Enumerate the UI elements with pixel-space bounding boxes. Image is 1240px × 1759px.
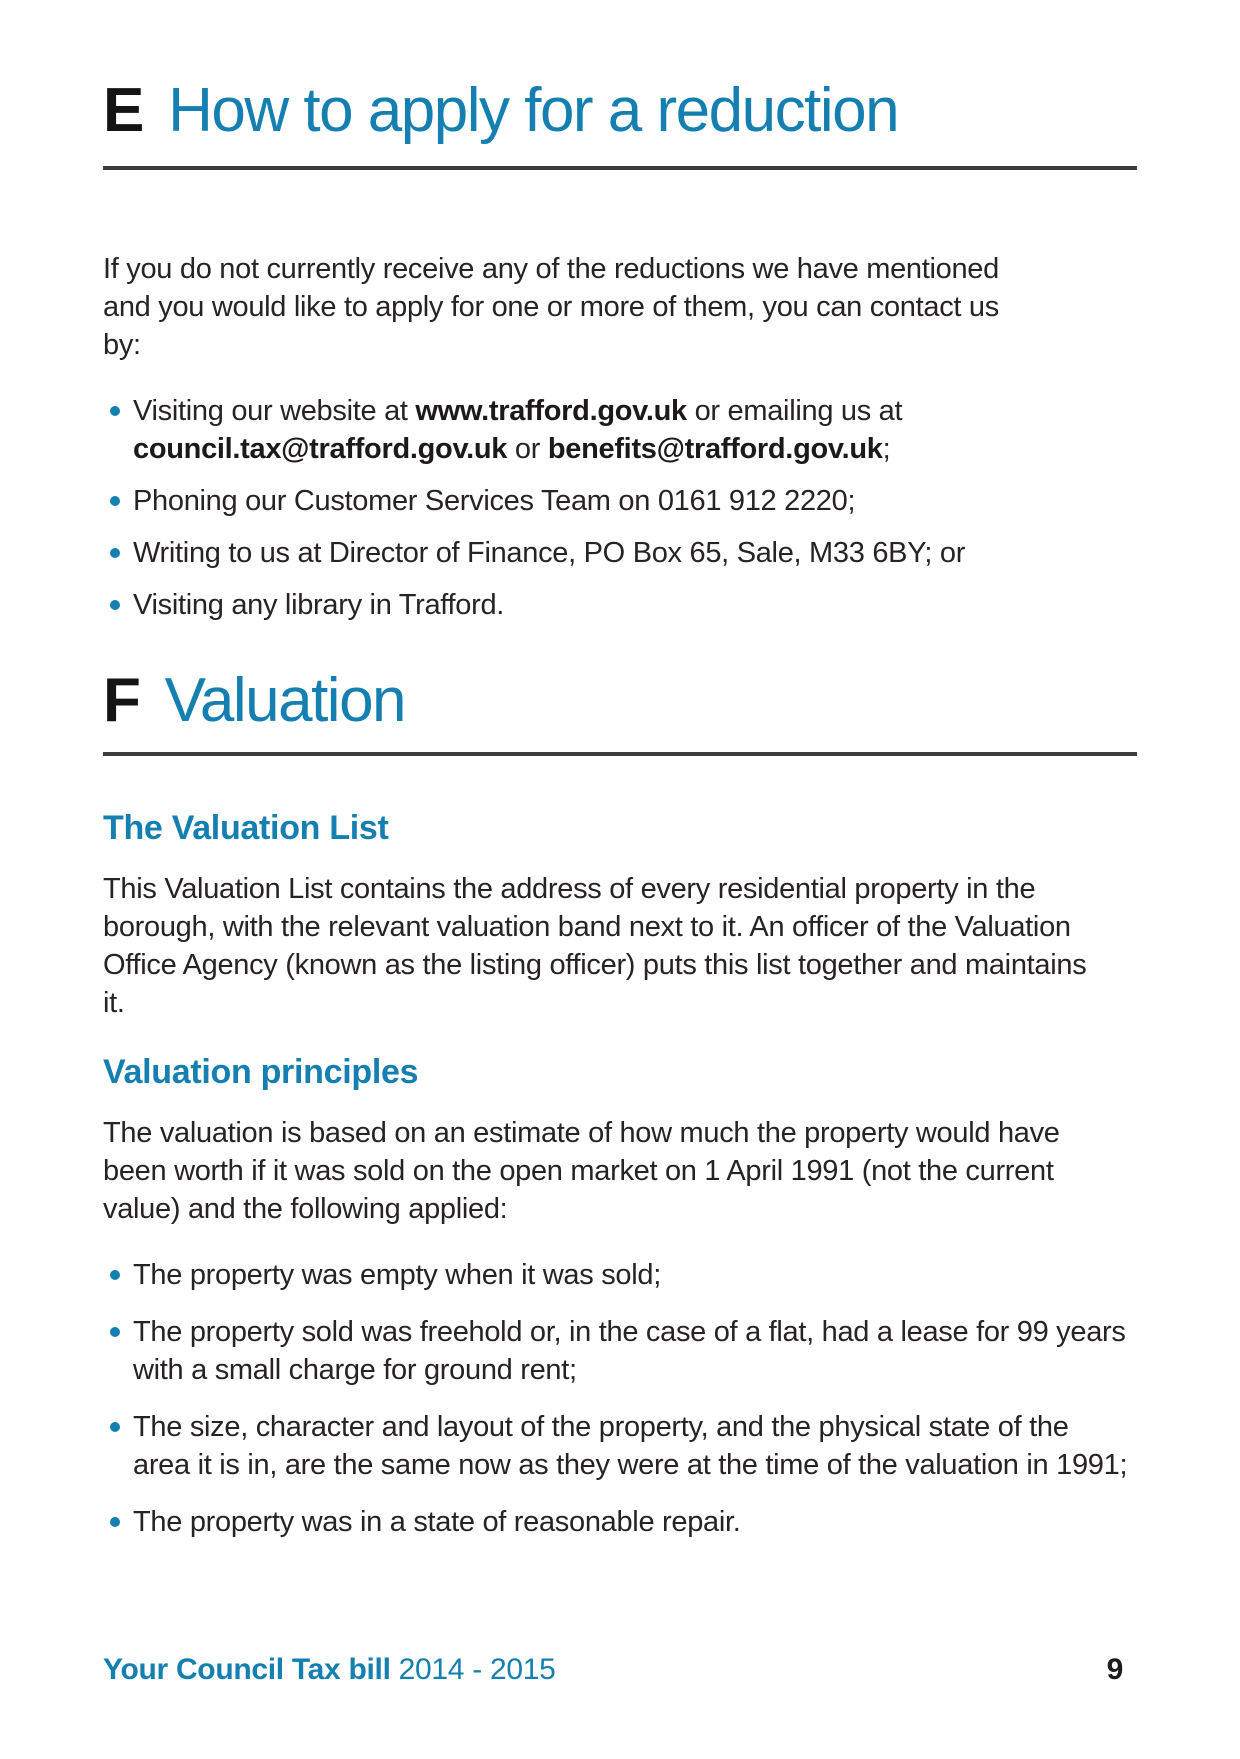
valuation-list-subheading: The Valuation List xyxy=(103,809,389,847)
text-segment: or xyxy=(507,433,548,465)
text-segment: or emailing us at xyxy=(686,395,903,427)
bullet-icon xyxy=(110,1422,120,1432)
section-f-heading xyxy=(103,668,1137,734)
bullet-text: The property sold was freehold or, in the case of a flat, had a lease for 99 years with a small charge for ground rent; xyxy=(133,1316,1126,1386)
list-item-phone xyxy=(103,482,1137,520)
section-divider xyxy=(103,166,1137,170)
valuation-assumptions-list xyxy=(103,1256,1137,1541)
list-item-website xyxy=(103,392,1137,468)
section-f-title: Valuation xyxy=(164,666,406,735)
benefits-email: benefits@trafford.gov.uk xyxy=(547,433,883,465)
footer-period: 2014 - 2015 xyxy=(398,1653,556,1686)
text-segment: ; xyxy=(882,433,891,465)
bullet-text: Visiting any library in Trafford. xyxy=(133,589,505,621)
bullet-text xyxy=(133,395,902,465)
bullet-text: The size, character and layout of the property, and the physical state of the area it is in, are the same now as they were at the time of the valuation in 1991; xyxy=(133,1411,1128,1481)
section-e-title: How to apply for a reduction xyxy=(168,76,899,145)
bullet-text: The property was in a state of reasonable repair. xyxy=(133,1506,741,1538)
list-item-freehold xyxy=(103,1313,1137,1389)
list-item-repair xyxy=(103,1503,1137,1541)
section-e-heading xyxy=(103,78,1137,144)
bullet-icon xyxy=(110,406,120,416)
page-footer xyxy=(103,1652,1137,1688)
counciltax-email: council.tax@trafford.gov.uk xyxy=(133,433,508,465)
footer-document-title xyxy=(103,1652,556,1688)
text-segment: Visiting our website at xyxy=(133,395,416,427)
list-item-library xyxy=(103,586,1137,624)
intro-paragraph: If you do not currently receive any of the reductions we have mentioned and you would like to apply for one or more of them, you can contact us by: xyxy=(103,253,999,361)
page-number: 9 xyxy=(1106,1653,1123,1686)
section-f-letter: F xyxy=(103,666,141,735)
bullet-icon xyxy=(110,548,120,558)
contact-methods-list xyxy=(103,392,1137,624)
section-divider xyxy=(103,752,1137,756)
bullet-icon xyxy=(110,1517,120,1527)
valuation-principles-subheading: Valuation principles xyxy=(103,1053,419,1091)
website-url: www.trafford.gov.uk xyxy=(415,395,687,427)
bullet-icon xyxy=(110,496,120,506)
section-e-letter: E xyxy=(103,76,145,145)
bullet-text: Writing to us at Director of Finance, PO Box 65, Sale, M33 6BY; or xyxy=(133,537,966,569)
bullet-icon xyxy=(110,1270,120,1280)
bullet-text: Phoning our Customer Services Team on 0161 912 2220; xyxy=(133,485,856,517)
bullet-icon xyxy=(110,1327,120,1337)
bullet-text: The property was empty when it was sold; xyxy=(133,1259,661,1291)
list-item-post xyxy=(103,534,1137,572)
valuation-principles-paragraph: The valuation is based on an estimate of how much the property would have been worth if it was sold on the open market on 1 April 1991 (not the current value) and the following applied: xyxy=(103,1117,1060,1225)
bullet-icon xyxy=(110,600,120,610)
list-item-empty xyxy=(103,1256,1137,1294)
valuation-list-paragraph: This Valuation List contains the address of every residential property in the borough, with the relevant valuation band next to it. An officer of the Valuation Office Agency (known as the listing officer) puts this list together and maintains it. xyxy=(103,873,1087,1019)
footer-title-text: Your Council Tax bill xyxy=(103,1653,391,1686)
list-item-size-character xyxy=(103,1408,1137,1484)
